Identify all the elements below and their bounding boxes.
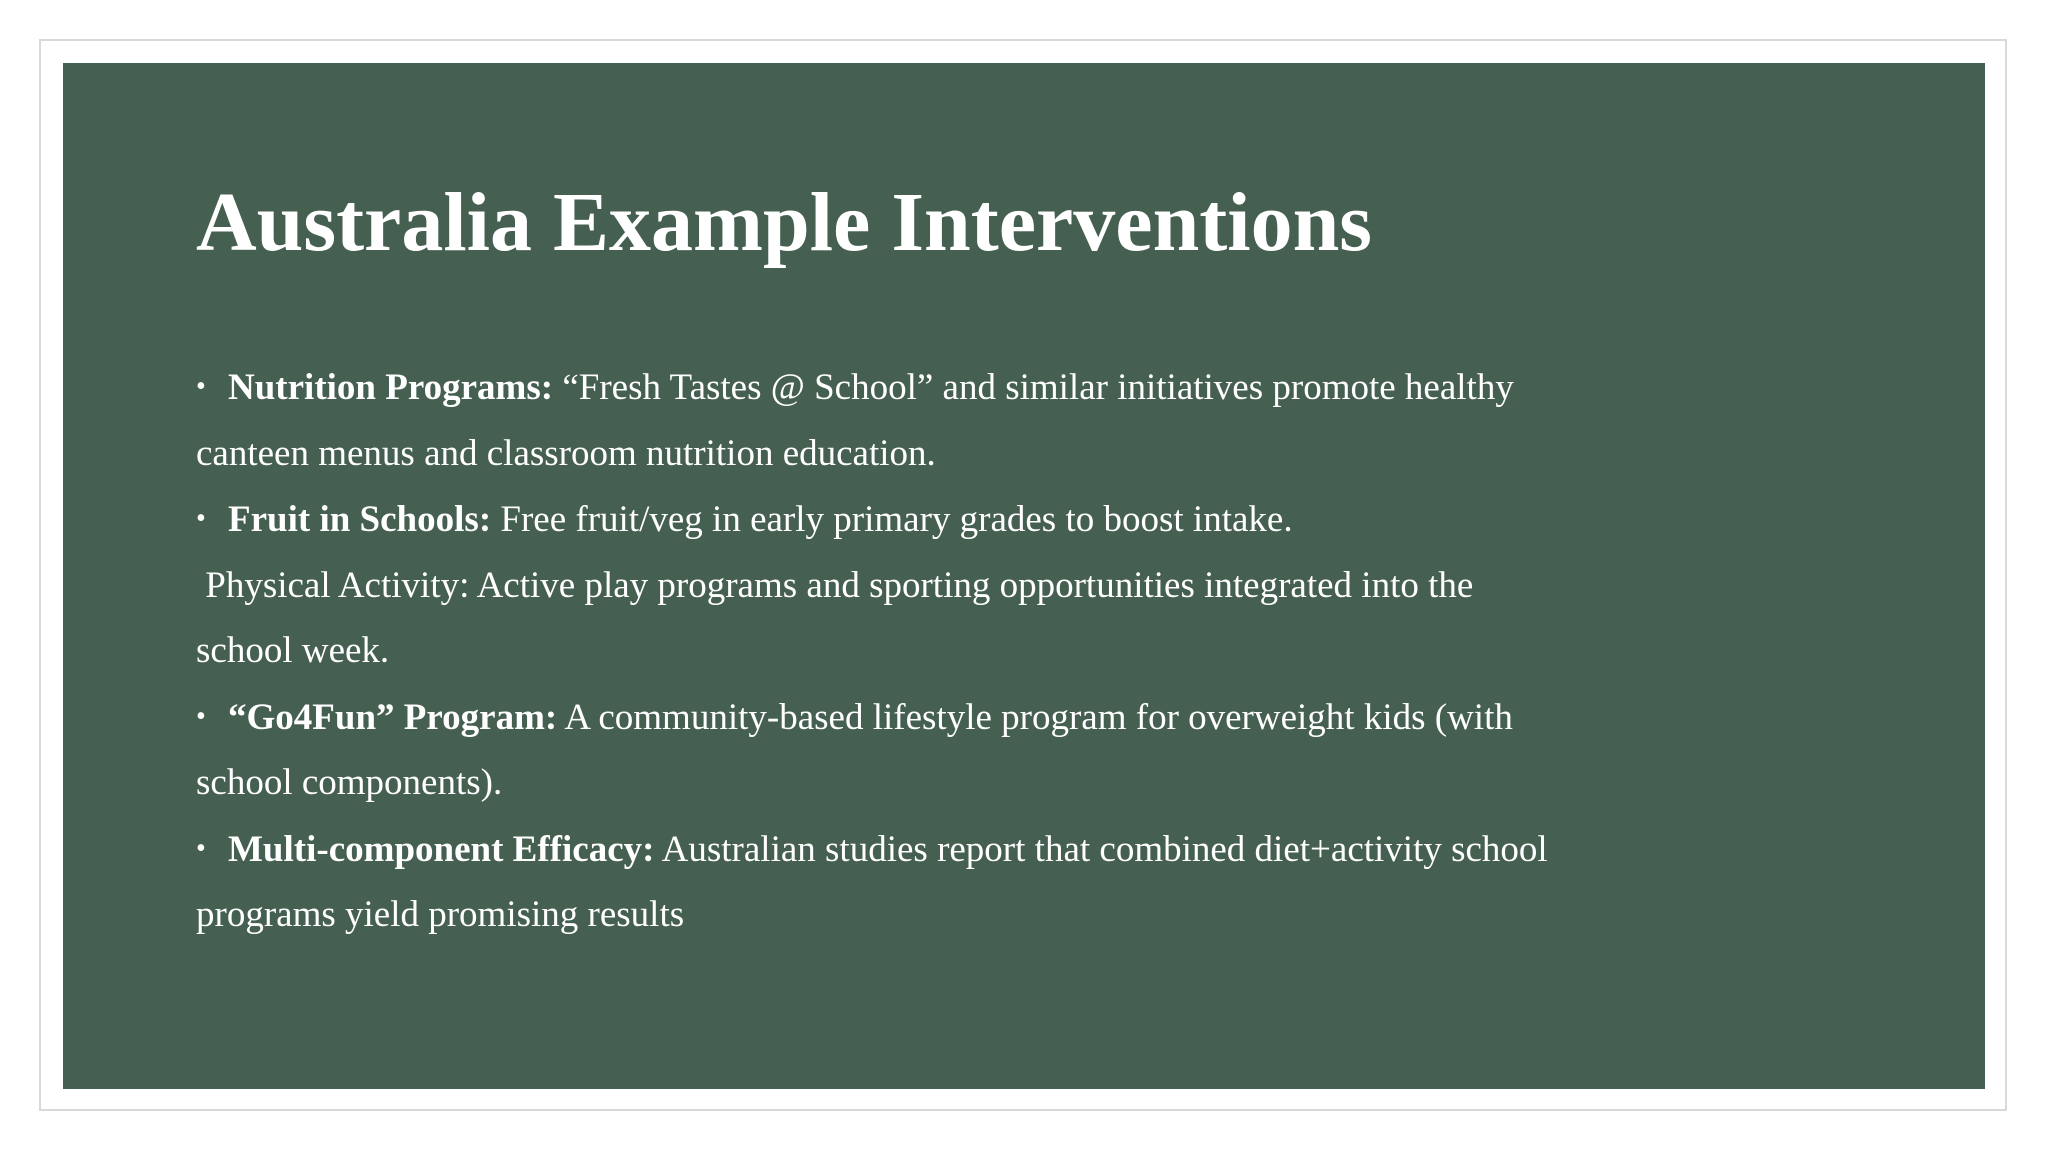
bullet-icon: • — [196, 371, 206, 402]
bullet-icon: • — [196, 832, 206, 864]
slide — [63, 63, 1985, 1089]
bullet-fruit-in-schools — [196, 486, 1576, 553]
slide-body — [196, 354, 1576, 948]
bullet-text: Free fruit/veg in early primary grades to boost intake. — [491, 499, 1293, 540]
bullet-nutrition-programs — [196, 354, 1576, 486]
bullet-text: Australian studies report that combined diet+activity school programs yield promising results — [196, 828, 1548, 935]
bullet-multi-component-efficacy — [196, 816, 1576, 948]
bullet-icon: • — [196, 503, 206, 534]
bullet-icon: • — [196, 700, 206, 732]
bullet-go4fun-program — [196, 684, 1576, 816]
paragraph-text: Physical Activity: Active play programs and sporting opportunities integrated into the school week. — [196, 564, 1483, 671]
bullet-label: Nutrition Programs: — [228, 367, 554, 408]
slide-title: Australia Example Interventions — [196, 176, 1372, 269]
bullet-text: A community-based lifestyle program for overweight kids (with school components). — [196, 696, 1513, 803]
paragraph-physical-activity — [196, 553, 1576, 684]
bullet-text: “Fresh Tastes @ School” and similar initiatives promote healthy canteen menus and classroom nutrition education. — [196, 367, 1514, 474]
bullet-label: “Go4Fun” Program: — [228, 696, 558, 738]
bullet-label: Fruit in Schools: — [228, 499, 492, 540]
bullet-label: Multi-component Efficacy: — [228, 828, 655, 870]
